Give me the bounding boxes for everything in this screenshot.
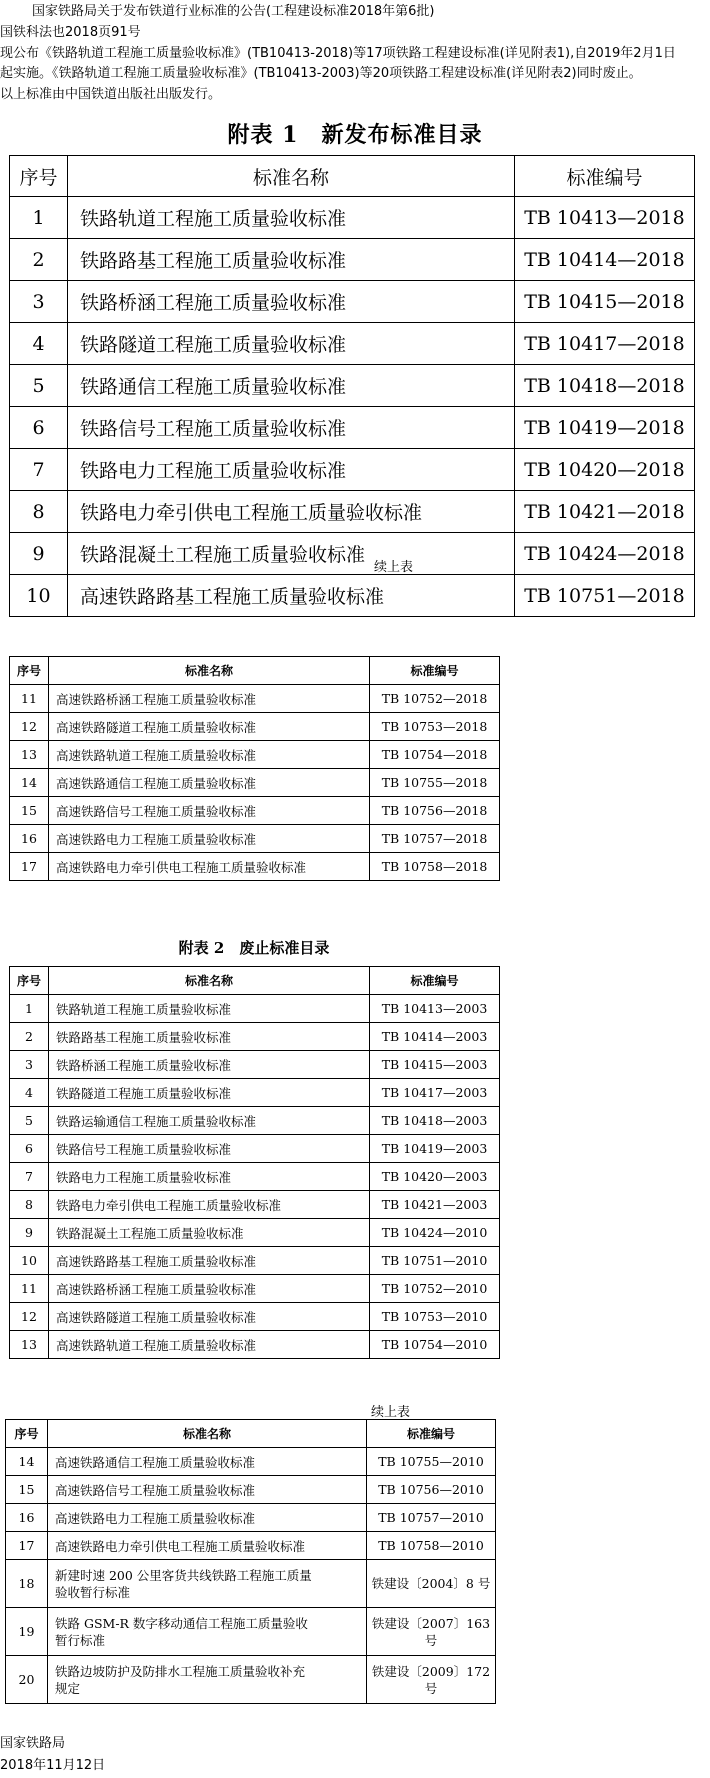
row-seq: 13 (10, 1331, 49, 1359)
row-seq: 10 (10, 575, 68, 617)
row-code: TB 10754—2010 (370, 1331, 500, 1359)
row-code: TB 10751—2010 (370, 1247, 500, 1275)
table-row (10, 1191, 500, 1219)
table-row (6, 1532, 496, 1560)
appendix-1-title: 附表 1 新发布标准目录 (227, 122, 483, 148)
row-code: TB 10752—2018 (370, 685, 500, 713)
row-seq: 16 (6, 1504, 48, 1532)
table-header-row (10, 967, 500, 995)
row-name: 铁路隧道工程施工质量验收标准 (68, 323, 515, 365)
row-code: TB 10752—2010 (370, 1275, 500, 1303)
table-row (10, 365, 695, 407)
table-row (10, 853, 500, 881)
row-seq: 14 (6, 1448, 48, 1476)
row-code: 铁建设〔2007〕163 号 (367, 1608, 496, 1656)
row-name: 高速铁路通信工程施工质量验收标准 (48, 1448, 367, 1476)
table-row (10, 1023, 500, 1051)
row-name: 高速铁路电力牵引供电工程施工质量验收标准 (48, 1532, 367, 1560)
row-code: TB 10418—2018 (515, 365, 695, 407)
row-seq: 2 (10, 1023, 49, 1051)
row-name: 铁路电力牵引供电工程施工质量验收标准 (49, 1191, 370, 1219)
row-seq: 3 (10, 281, 68, 323)
row-seq: 12 (10, 1303, 49, 1331)
table-row (10, 825, 500, 853)
notice-title: 国家铁路局关于发布铁道行业标准的公告(工程建设标准2018年第6批) (32, 4, 435, 19)
row-name: 铁路通信工程施工质量验收标准 (68, 365, 515, 407)
row-seq: 6 (10, 1135, 49, 1163)
header-seq: 序号 (10, 156, 68, 197)
row-code: TB 10421—2003 (370, 1191, 500, 1219)
header-seq: 序号 (10, 967, 49, 995)
row-seq: 1 (10, 995, 49, 1023)
header-code: 标准编号 (515, 156, 695, 197)
row-code: TB 10414—2003 (370, 1023, 500, 1051)
table-header-row (6, 1420, 496, 1448)
table-row (10, 1135, 500, 1163)
row-name: 高速铁路轨道工程施工质量验收标准 (49, 741, 370, 769)
row-seq: 16 (10, 825, 49, 853)
row-name: 铁路信号工程施工质量验收标准 (68, 407, 515, 449)
document-number: 国铁科法也2018页91号 (0, 25, 141, 40)
row-code: TB 10758—2010 (367, 1532, 496, 1560)
row-code: TB 10420—2018 (515, 449, 695, 491)
row-name: 高速铁路电力牵引供电工程施工质量验收标准 (49, 853, 370, 881)
row-seq: 8 (10, 1191, 49, 1219)
row-name: 铁路电力工程施工质量验收标准 (49, 1163, 370, 1191)
row-name: 高速铁路信号工程施工质量验收标准 (48, 1476, 367, 1504)
row-code: TB 10757—2018 (370, 825, 500, 853)
row-name: 高速铁路桥涵工程施工质量验收标准 (49, 685, 370, 713)
row-name (48, 1560, 367, 1608)
row-name-line: 规定 (55, 1680, 81, 1696)
row-seq: 7 (10, 449, 68, 491)
table-row (10, 1331, 500, 1359)
row-seq: 9 (10, 533, 68, 575)
row-code: TB 10753—2010 (370, 1303, 500, 1331)
row-name: 高速铁路路基工程施工质量验收标准 (68, 575, 515, 617)
table-row (10, 1247, 500, 1275)
issue-date: 2018年11月12日 (0, 1758, 106, 1773)
row-code: 铁建设〔2009〕172 号 (367, 1656, 496, 1704)
row-seq: 5 (10, 1107, 49, 1135)
continued-label: 续上表 (374, 560, 414, 575)
row-name: 铁路混凝土工程施工质量验收标准 (49, 1219, 370, 1247)
row-code: TB 10414—2018 (515, 239, 695, 281)
table-row (10, 239, 695, 281)
notice-paragraph-line-3: 以上标准由中国铁道出版社出版发行。 (0, 87, 222, 102)
row-name: 高速铁路隧道工程施工质量验收标准 (49, 1303, 370, 1331)
row-seq: 10 (10, 1247, 49, 1275)
continued-label: 续上表 (371, 1405, 411, 1420)
table-row (10, 1275, 500, 1303)
row-code: TB 10757—2010 (367, 1504, 496, 1532)
row-code: TB 10424—2010 (370, 1219, 500, 1247)
table-row (6, 1476, 496, 1504)
row-seq: 12 (10, 713, 49, 741)
row-seq: 7 (10, 1163, 49, 1191)
row-code: TB 10419—2018 (515, 407, 695, 449)
row-name: 铁路桥涵工程施工质量验收标准 (49, 1051, 370, 1079)
row-name-line: 新建时速 200 公里客货共线铁路工程施工质量 (55, 1567, 312, 1583)
row-code: TB 10424—2018 (515, 533, 695, 575)
row-name: 铁路路基工程施工质量验收标准 (68, 239, 515, 281)
table-row (10, 323, 695, 365)
header-seq: 序号 (6, 1420, 48, 1448)
header-name: 标准名称 (49, 967, 370, 995)
row-name: 铁路隧道工程施工质量验收标准 (49, 1079, 370, 1107)
row-name: 铁路轨道工程施工质量验收标准 (49, 995, 370, 1023)
row-code: TB 10413—2018 (515, 197, 695, 239)
row-seq: 4 (10, 1079, 49, 1107)
row-code: TB 10753—2018 (370, 713, 500, 741)
table-row (10, 685, 500, 713)
header-code: 标准编号 (370, 657, 500, 685)
row-name (48, 1656, 367, 1704)
row-code: TB 10751—2018 (515, 575, 695, 617)
table-row (10, 281, 695, 323)
row-seq: 13 (10, 741, 49, 769)
row-seq: 1 (10, 197, 68, 239)
row-seq: 15 (6, 1476, 48, 1504)
table-row (10, 1303, 500, 1331)
header-name: 标准名称 (48, 1420, 367, 1448)
table-row (10, 797, 500, 825)
row-code: TB 10419—2003 (370, 1135, 500, 1163)
row-name: 铁路电力牵引供电工程施工质量验收标准 (68, 491, 515, 533)
table-row (10, 1051, 500, 1079)
table-row (10, 713, 500, 741)
appendix-2-table (9, 966, 500, 1359)
row-name: 高速铁路桥涵工程施工质量验收标准 (49, 1275, 370, 1303)
table-row (6, 1608, 496, 1656)
row-name (48, 1608, 367, 1656)
row-code: TB 10420—2003 (370, 1163, 500, 1191)
row-seq: 14 (10, 769, 49, 797)
header-code: 标准编号 (370, 967, 500, 995)
row-name: 铁路运输通信工程施工质量验收标准 (49, 1107, 370, 1135)
table-row (10, 1163, 500, 1191)
table-row (6, 1504, 496, 1532)
notice-paragraph-line-2: 起实施。《铁路轨道工程施工质量验收标准》(TB10413-2003)等20项铁路工程建设标准(详见附表2)同时废止。 (0, 66, 642, 81)
row-code: TB 10755—2010 (367, 1448, 496, 1476)
header-name: 标准名称 (68, 156, 515, 197)
row-code: TB 10754—2018 (370, 741, 500, 769)
row-name: 铁路轨道工程施工质量验收标准 (68, 197, 515, 239)
row-seq: 3 (10, 1051, 49, 1079)
row-name: 高速铁路路基工程施工质量验收标准 (49, 1247, 370, 1275)
table-row (6, 1560, 496, 1608)
table-row (10, 197, 695, 239)
row-name: 铁路信号工程施工质量验收标准 (49, 1135, 370, 1163)
table-row (6, 1448, 496, 1476)
header-seq: 序号 (10, 657, 49, 685)
row-seq: 2 (10, 239, 68, 281)
row-seq: 6 (10, 407, 68, 449)
row-seq: 5 (10, 365, 68, 407)
row-seq: 20 (6, 1656, 48, 1704)
table-header-row (10, 156, 695, 197)
row-seq: 18 (6, 1560, 48, 1608)
header-code: 标准编号 (367, 1420, 496, 1448)
row-code: TB 10418—2003 (370, 1107, 500, 1135)
row-name-line: 验收暂行标准 (55, 1584, 131, 1600)
table-row (10, 1107, 500, 1135)
row-seq: 17 (10, 853, 49, 881)
row-name-line: 铁路 GSM-R 数字移动通信工程施工质量验收 (55, 1615, 308, 1631)
row-name-line: 铁路边坡防护及防排水工程施工质量验收补充 (55, 1663, 306, 1679)
row-name: 高速铁路隧道工程施工质量验收标准 (49, 713, 370, 741)
row-seq: 4 (10, 323, 68, 365)
table-row (10, 449, 695, 491)
row-code: TB 10755—2018 (370, 769, 500, 797)
header-name: 标准名称 (49, 657, 370, 685)
row-seq: 11 (10, 685, 49, 713)
row-seq: 8 (10, 491, 68, 533)
row-name: 铁路电力工程施工质量验收标准 (68, 449, 515, 491)
row-code: 铁建设〔2004〕8 号 (367, 1560, 496, 1608)
table-row (10, 491, 695, 533)
table-row (10, 575, 695, 617)
row-code: TB 10415—2018 (515, 281, 695, 323)
row-name: 高速铁路通信工程施工质量验收标准 (49, 769, 370, 797)
table-row (6, 1656, 496, 1704)
table-row (10, 533, 695, 575)
row-name: 高速铁路电力工程施工质量验收标准 (48, 1504, 367, 1532)
row-code: TB 10415—2003 (370, 1051, 500, 1079)
appendix-2-continued-table (5, 1419, 496, 1704)
row-name: 铁路路基工程施工质量验收标准 (49, 1023, 370, 1051)
row-seq: 19 (6, 1608, 48, 1656)
row-name: 铁路混凝土工程施工质量验收标准 (68, 533, 515, 575)
row-code: TB 10756—2010 (367, 1476, 496, 1504)
row-name: 高速铁路电力工程施工质量验收标准 (49, 825, 370, 853)
table-header-row (10, 657, 500, 685)
row-code: TB 10756—2018 (370, 797, 500, 825)
appendix-1-table (9, 155, 695, 617)
row-name: 铁路桥涵工程施工质量验收标准 (68, 281, 515, 323)
table-row (10, 769, 500, 797)
row-seq: 11 (10, 1275, 49, 1303)
row-code: TB 10417—2018 (515, 323, 695, 365)
row-seq: 9 (10, 1219, 49, 1247)
row-name: 高速铁路轨道工程施工质量验收标准 (49, 1331, 370, 1359)
row-code: TB 10758—2018 (370, 853, 500, 881)
row-seq: 17 (6, 1532, 48, 1560)
appendix-2-title: 附表 2 废止标准目录 (178, 939, 330, 957)
notice-paragraph-line-1: 现公布《铁路轨道工程施工质量验收标准》(TB10413-2018)等17项铁路工程建设标准(详见附表1),自2019年2月1日 (0, 46, 676, 61)
row-code: TB 10417—2003 (370, 1079, 500, 1107)
table-row (10, 741, 500, 769)
row-name-line: 暂行标准 (55, 1632, 106, 1648)
row-seq: 15 (10, 797, 49, 825)
issuer-signature: 国家铁路局 (0, 1736, 66, 1751)
table-row (10, 1219, 500, 1247)
table-row (10, 407, 695, 449)
table-row (10, 1079, 500, 1107)
appendix-1-continued-table (9, 656, 500, 881)
row-name: 高速铁路信号工程施工质量验收标准 (49, 797, 370, 825)
table-row (10, 995, 500, 1023)
row-code: TB 10421—2018 (515, 491, 695, 533)
row-code: TB 10413—2003 (370, 995, 500, 1023)
